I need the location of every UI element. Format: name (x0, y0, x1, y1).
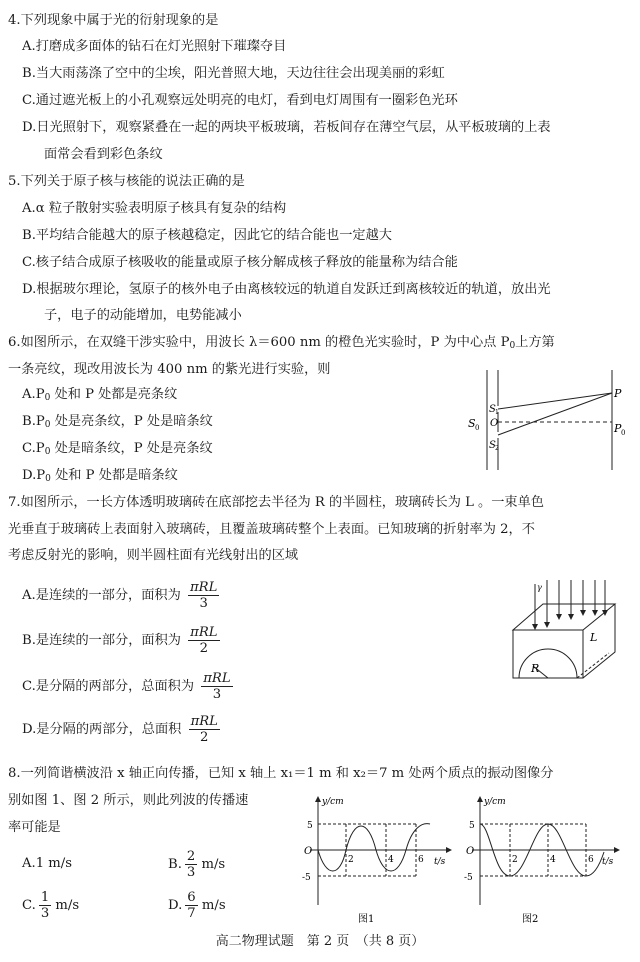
q7-d-num: πRL (190, 714, 218, 729)
fig2-xlabel: t/s (602, 857, 614, 867)
q6-d-head: D.P (22, 468, 46, 483)
label-s0-sub: 0 (475, 424, 480, 432)
q7-b-fraction (188, 625, 219, 656)
q8-b-den: 3 (186, 865, 196, 880)
q8-d-unit: m/s (201, 898, 226, 913)
fig2-t6: 6 (588, 855, 594, 865)
label-p0-sub: 0 (621, 429, 626, 437)
q8-option-b (168, 849, 225, 880)
q8-c-den: 3 (40, 906, 50, 921)
light-label: γ (537, 583, 542, 592)
fig2-caption: 图2 (522, 914, 539, 925)
q7-d-fraction (189, 714, 220, 745)
q7-c-fraction (201, 671, 232, 702)
fig1-caption: 图1 (358, 914, 375, 925)
label-l: L (590, 631, 598, 644)
glass-brick-diagram (505, 574, 627, 684)
wave-curve-1 (318, 824, 430, 871)
q7-option-b (22, 625, 220, 656)
q6-option-d (22, 467, 178, 488)
fig2-ylabel: y/cm (484, 797, 506, 807)
q5-option-b: B.平均结合能越大的原子核越稳定，因此它的结合能也一定越大 (22, 228, 392, 243)
q8-b-unit: m/s (201, 857, 226, 872)
fig1-xlabel: t/s (434, 857, 446, 867)
q5-stem: 5.下列关于原子核与核能的说法正确的是 (8, 174, 245, 189)
fig2-t4: 4 (550, 855, 556, 865)
q7-stem-line3: 考虑反射光的影响，则半圆柱面有光线射出的区域 (8, 548, 299, 563)
q8-stem-line1: 8.一列简谐横波沿 x 轴正向传播，已知 x 轴上 x₁＝1 m 和 x₂＝7 m 处两个质点的振动图像分 (8, 766, 554, 781)
label-s1-sub: 1 (495, 409, 499, 416)
q6-option-a (22, 386, 177, 407)
q8-b-head: B. (168, 857, 182, 872)
q8-option-c (22, 890, 79, 921)
q8-option-a: A.1 m/s (22, 856, 73, 871)
label-s0: S (468, 417, 476, 430)
q8-c-unit: m/s (55, 898, 80, 913)
page-footer: 高二物理试题 第 2 页 （共 8 页） (215, 934, 425, 949)
q6-a-tail: 处和 P 处都是亮条纹 (50, 387, 178, 402)
q8-c-head: C. (22, 898, 36, 913)
q6-d-sub: 0 (45, 474, 51, 484)
q8-stem-line3: 率可能是 (8, 820, 61, 835)
q4-option-b: B.当大雨荡涤了空中的尘埃，阳光普照大地，天边往往会出现美丽的彩虹 (22, 66, 445, 81)
q6-sub: 0 (509, 341, 516, 351)
q7-b-text: B.是连续的一部分，面积为 (22, 633, 181, 648)
q7-b-num: πRL (190, 625, 218, 640)
label-o: O (490, 418, 499, 429)
q7-option-c (22, 671, 233, 702)
fig2-origin: O (466, 846, 475, 857)
q7-d-den: 2 (200, 730, 209, 745)
q8-option-d (168, 890, 226, 921)
q8-b-fraction (185, 849, 197, 880)
q6-stem-b: 上方第 (515, 335, 555, 350)
fig1-t6: 6 (418, 855, 424, 865)
q8-stem-line2: 别如图 1、图 2 所示，则此列波的传播速 (8, 793, 249, 808)
q5-option-d-line2: 子，电子的动能增加，电势能减小 (44, 308, 242, 323)
label-s1: S (489, 404, 496, 415)
label-p: P (614, 387, 622, 400)
fig2-t2: 2 (512, 855, 518, 865)
label-s2: S (489, 440, 496, 451)
label-s2-sub: 2 (495, 445, 499, 452)
q4-option-c: C.通过遮光板上的小孔观察远处明亮的电灯，看到电灯周围有一圈彩色光环 (22, 93, 458, 108)
q6-stem-a: 6.如图所示，在双缝干涉实验中，用波长 λ＝600 nm 的橙色光实验时，P 为中心点 P (8, 335, 510, 350)
fig2-yn5: -5 (464, 873, 473, 883)
q7-b-den: 2 (199, 641, 209, 656)
q7-d-text: D.是分隔的两部分，总面积 (22, 722, 182, 737)
q6-c-tail: 处是暗条纹，P 处是亮条纹 (50, 441, 213, 456)
vibration-graph-1 (296, 792, 454, 930)
q7-c-num: πRL (203, 671, 231, 686)
double-slit-diagram (462, 368, 632, 472)
vibration-graph-2 (462, 792, 622, 930)
q7-stem-line2: 光垂直于玻璃砖上表面射入玻璃砖，且覆盖玻璃砖整个上表面。已知玻璃的折射率为 2，不 (8, 522, 535, 537)
q7-stem-line1: 7.如图所示，一长方体透明玻璃砖在底部挖去半径为 R 的半圆柱，玻璃砖长为 L 。一束单色 (8, 495, 544, 510)
q4-stem: 4.下列现象中属于光的衍射现象的是 (8, 13, 219, 28)
fig1-ylabel: y/cm (322, 797, 344, 807)
q8-d-num: 6 (187, 890, 196, 905)
q7-a-den: 3 (199, 596, 208, 611)
label-p0: P (614, 422, 622, 435)
q4-option-d-line2: 面常会看到彩色条纹 (44, 147, 163, 162)
q7-a-fraction (188, 580, 219, 611)
fig1-yn5: -5 (302, 873, 311, 883)
fig1-origin: O (304, 846, 313, 857)
q6-b-tail: 处是亮条纹，P 处是暗条纹 (50, 414, 213, 429)
q7-a-num: πRL (189, 580, 218, 595)
q7-c-text: C.是分隔的两部分，总面积为 (22, 679, 195, 694)
q8-d-head: D. (168, 898, 183, 913)
q8-d-fraction (185, 890, 197, 921)
q7-option-a (22, 580, 219, 611)
q6-option-b (22, 413, 213, 434)
q6-c-head: C.P (22, 441, 45, 456)
q8-c-num: 1 (40, 890, 50, 905)
fig1-t4: 4 (388, 855, 394, 865)
q4-option-d-line1: D.日光照射下，观察紧叠在一起的两块平板玻璃，若板间存在薄空气层，从平板玻璃的上表 (22, 120, 551, 135)
q6-stem-line1 (8, 334, 555, 355)
q8-c-fraction (39, 890, 51, 921)
q8-d-den: 7 (187, 906, 196, 921)
q5-option-a: A.α 粒子散射实验表明原子核具有复杂的结构 (22, 201, 287, 216)
q7-c-den: 3 (212, 687, 222, 702)
fig2-y5: 5 (469, 821, 475, 831)
label-r: R (531, 662, 540, 675)
q7-a-text: A.是连续的一部分，面积为 (22, 588, 181, 603)
fig1-y5: 5 (307, 821, 313, 831)
q6-b-sub: 0 (44, 420, 51, 430)
q7-option-d (22, 714, 220, 745)
q6-c-sub: 0 (44, 447, 51, 457)
q4-option-a: A.打磨成多面体的钻石在灯光照射下璀璨夺目 (22, 39, 287, 54)
q6-stem-line2: 一条亮纹，现改用波长为 400 nm 的紫光进行实验，则 (8, 362, 331, 377)
q8-b-num: 2 (186, 849, 196, 864)
q6-b-head: B.P (22, 414, 45, 429)
q5-option-c: C.核子结合成原子核吸收的能量或原子核分解成核子释放的能量称为结合能 (22, 255, 458, 270)
fig1-t2: 2 (348, 855, 354, 865)
q6-d-tail: 处和 P 处都是暗条纹 (50, 468, 178, 483)
q6-a-head: A.P (22, 387, 45, 402)
q5-option-d-line1: D.根据玻尔理论，氢原子的核外电子由离核较远的轨道自发跃迁到离核较近的轨道，放出光 (22, 282, 551, 297)
q6-option-c (22, 440, 213, 461)
q6-a-sub: 0 (44, 393, 51, 403)
